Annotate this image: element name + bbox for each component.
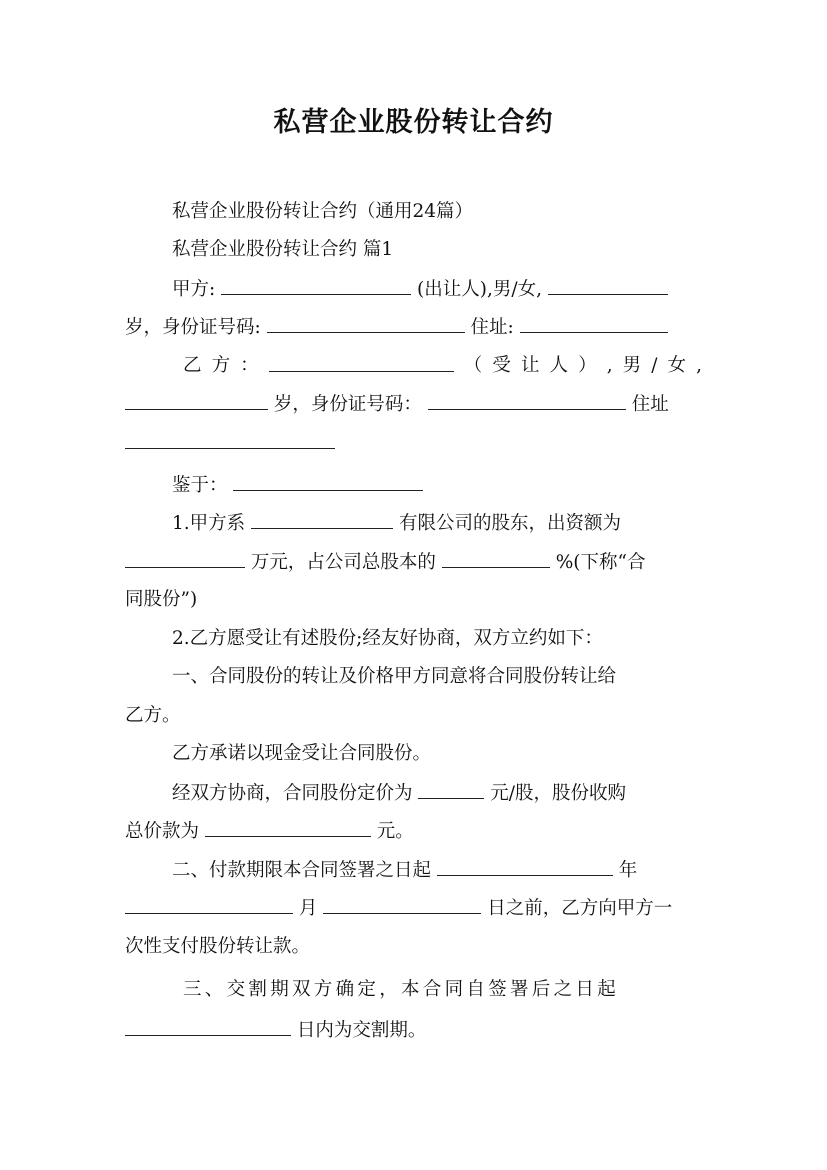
article-1-line: 一、合同股份的转让及价格甲方同意将合同股份转让给 <box>172 666 617 687</box>
article-3-cont-line <box>125 1015 702 1046</box>
party-b-line <box>183 351 702 381</box>
payment-year-blank <box>437 855 613 876</box>
whereas-line <box>172 470 702 501</box>
party-a-line <box>172 274 702 305</box>
party-a-id-label: 岁，身份证号码: <box>125 317 261 338</box>
party-a-label: 甲方: <box>172 279 216 300</box>
section-heading: 私营企业股份转让合约 篇1 <box>172 239 394 260</box>
price-label: 经双方协商，合同股份定价为 <box>172 783 413 804</box>
party-b-char: 女 <box>667 355 687 376</box>
party-b-char: 乙 <box>183 355 202 376</box>
party-b-address-blank <box>125 428 335 449</box>
party-a-blank <box>221 274 411 295</box>
party-a-address-blank <box>520 312 668 333</box>
percent-blank <box>442 547 550 568</box>
party-b-id-blank <box>428 389 626 410</box>
investment-blank <box>125 547 245 568</box>
cash-commitment-line: 乙方承诺以现金受让合同股份。 <box>172 743 432 764</box>
party-b-char: 人 <box>549 355 569 376</box>
party-b-address-label: 住址 <box>631 394 669 415</box>
clause-1-cont: 万元，占公司总股本的 <box>250 552 436 573</box>
clause-1-percent: %(下称“合 <box>555 552 646 573</box>
price-unit: 元/股，股份收购 <box>490 783 627 804</box>
clause-1-start: 1.甲方系 <box>172 513 246 534</box>
article-2-end-line: 次性支付股份转让款。 <box>125 936 311 957</box>
month-label: 月 <box>298 898 318 919</box>
party-b-char: ） <box>578 355 597 376</box>
party-b-char: ： <box>240 355 259 376</box>
party-b-char: 方 <box>211 355 231 376</box>
party-b-char: 让 <box>520 355 540 376</box>
payment-day-blank <box>323 893 481 914</box>
delivery-days-blank <box>125 1015 291 1036</box>
delivery-period: 日内为交割期。 <box>296 1020 427 1041</box>
party-b-age-blank <box>125 389 268 410</box>
whereas-blank <box>233 470 423 491</box>
year-label: 年 <box>618 860 638 881</box>
payment-month-blank <box>125 893 293 914</box>
party-b-char: / <box>651 355 658 376</box>
price-line <box>172 778 702 809</box>
article-2-label: 二、付款期限本合同签署之日起 <box>172 860 432 881</box>
clause-1-end-line: 同股份”) <box>125 589 198 610</box>
party-b-char: , <box>696 355 702 376</box>
document-title: 私营企业股份转让合约 <box>273 107 554 138</box>
party-a-id-line <box>125 312 702 343</box>
clause-1-cont-line <box>125 547 702 578</box>
party-a-address-label: 住址: <box>470 317 514 338</box>
payment-deadline: 日之前，乙方向甲方一 <box>487 898 673 919</box>
subtitle-line: 私营企业股份转让合约（通用24篇） <box>172 201 474 222</box>
whereas-label: 鉴于： <box>172 475 228 496</box>
article-2-line <box>172 855 702 886</box>
clause-1-line <box>172 508 702 539</box>
price-per-share-blank <box>418 778 484 799</box>
party-a-role: (出让人),男/女, <box>417 279 542 300</box>
party-b-id-line <box>125 389 702 420</box>
total-price-unit: 元。 <box>376 821 414 842</box>
party-b-char: , <box>606 355 613 376</box>
total-price-blank <box>205 816 371 837</box>
total-price-line <box>125 816 702 847</box>
party-b-char: 受 <box>492 355 511 376</box>
article-1-cont-line: 乙方。 <box>125 705 181 726</box>
clause-1-end: 有限公司的股东，出资额为 <box>398 513 621 534</box>
party-b-char: 男 <box>622 355 642 376</box>
company-name-blank <box>251 508 393 529</box>
party-a-id-blank <box>267 312 465 333</box>
article-2-cont-line <box>125 893 702 924</box>
party-b-address-line <box>125 428 702 459</box>
party-b-char: （ <box>463 355 483 376</box>
total-price-label: 总价款为 <box>125 821 200 842</box>
party-b-id-label: 岁，身份证号码： <box>273 394 422 415</box>
party-b-blank <box>269 351 454 372</box>
article-3-line: 三、交割期双方确定，本合同自签署后之日起 <box>183 979 620 1000</box>
party-a-age-blank <box>548 274 668 295</box>
clause-2-line: 2.乙方愿受让有述股份;经友好协商，双方立约如下： <box>172 628 603 649</box>
